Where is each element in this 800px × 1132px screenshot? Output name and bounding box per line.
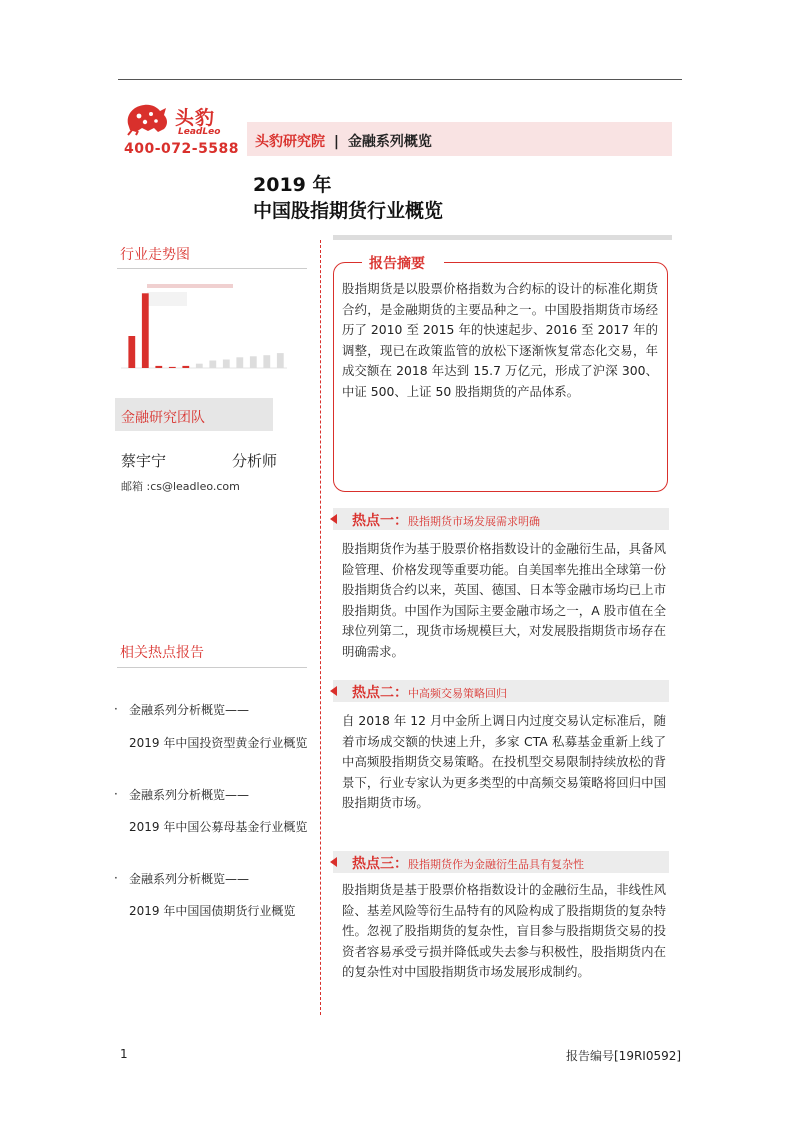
column-divider	[320, 240, 321, 1015]
related-report-1-series[interactable]: 金融系列分析概览——	[129, 788, 250, 802]
chart-bar	[236, 357, 243, 368]
summary-text: 股指期货是以股票价格指数为合约标的设计的标准化期货合约，是金融期货的主要品种之一。中国股指期货市场经历了 2010 至 2015 年的快速起步、2016 至 2017 年的调整，现已在政策监管的放松下逐渐恢复常态化交易，年成交额在 2018 年达到 15.7 万亿元，形成了沪深 300、中证 500、上证 50 股指期货的产品体系。	[342, 281, 658, 399]
related-report-2-title[interactable]: 2019 年中国国债期货行业概览	[129, 904, 296, 918]
header-gray-bar	[333, 235, 672, 240]
related-reports-title: 相关热点报告	[120, 645, 204, 661]
summary-label: 报告摘要	[369, 256, 425, 272]
banner-org: 头豹研究院	[255, 134, 325, 150]
chart-bar	[128, 336, 135, 368]
hotpoint-1-title	[352, 510, 540, 530]
analyst-role: 分析师	[232, 452, 278, 470]
analyst-name: 蔡宇宁	[121, 452, 167, 470]
top-rule	[118, 79, 682, 80]
hotpoint-2-arrow-icon	[330, 686, 337, 696]
related-bullet: ·	[114, 871, 118, 885]
page-number: 1	[120, 1047, 128, 1061]
banner-series: 金融系列概览	[347, 134, 432, 150]
team-section-title: 金融研究团队	[121, 410, 205, 426]
trend-section-rule	[117, 268, 307, 269]
related-report-0-series[interactable]: 金融系列分析概览——	[129, 703, 250, 717]
related-bullet: ·	[114, 702, 118, 716]
hotpoint-2-subtitle: 中高频交易策略回归	[408, 687, 507, 700]
chart-bar	[250, 356, 257, 368]
hotpoint-1-arrow-icon	[330, 514, 337, 524]
industry-trend-chart	[117, 280, 289, 372]
hotpoint-2-label: 热点二：	[352, 685, 408, 701]
related-report-2-series[interactable]: 金融系列分析概览——	[129, 872, 250, 886]
hotpoint-2-title	[352, 682, 507, 702]
chart-legend-placeholder	[147, 292, 187, 306]
leopard-logo-icon	[124, 100, 170, 136]
hotpoint-2-text: 自 2018 年 12 月中金所上调日内过度交易认定标准后，随着市场成交额的快速上升，多家 CTA 私募基金重新上线了中高频股指期货交易策略。在投机型交易限制持续放松的背景下，行业专家认为更多类型的中高频交易策略将回归中国股指期货市场。	[342, 713, 666, 811]
hotpoint-3-title	[352, 853, 584, 873]
report-title-year: 2019 年	[253, 174, 332, 196]
chart-bar	[209, 361, 216, 369]
chart-bar	[223, 360, 230, 369]
chart-bar	[142, 293, 149, 368]
brand-name-cn: 头豹	[175, 107, 216, 129]
report-number: 报告编号[19RI0592]	[566, 1049, 682, 1063]
trend-section-title: 行业走势图	[120, 247, 190, 263]
hotpoint-1-label: 热点一：	[352, 513, 408, 529]
series-banner-text	[255, 131, 432, 151]
chart-bar	[169, 367, 176, 368]
chart-title-placeholder	[147, 284, 233, 288]
hotpoint-3-text: 股指期货是基于股票价格指数设计的金融衍生品，非线性风险、基差风险等衍生品特有的风险构成了股指期货的复杂特性。忽视了股指期货的复杂性，盲目参与股指期货交易的投资者容易承受亏损并降低或失去参与积极性，股指期货内在的复杂性对中国股指期货市场发展形成制约。	[342, 882, 666, 980]
report-title: 中国股指期货行业概览	[253, 200, 444, 222]
chart-bar	[263, 355, 270, 368]
hotpoint-3-subtitle: 股指期货作为金融衍生品具有复杂性	[408, 858, 584, 871]
hotpoint-3-arrow-icon	[330, 857, 337, 867]
chart-bar	[182, 366, 189, 368]
banner-separator: |	[333, 134, 339, 150]
chart-bar	[155, 366, 162, 368]
related-bullet: ·	[114, 787, 118, 801]
analyst-email[interactable]: 邮箱 :cs@leadleo.com	[121, 480, 240, 493]
brand-name-en: LeadLeo	[178, 127, 221, 137]
chart-bar	[196, 364, 203, 368]
brand-phone: 400-072-5588	[124, 141, 240, 157]
hotpoint-1-subtitle: 股指期货市场发展需求明确	[408, 515, 540, 528]
hotpoint-3-label: 热点三：	[352, 856, 408, 872]
hotpoint-1-text: 股指期货作为基于股票价格指数设计的金融衍生品，具备风险管理、价格发现等重要功能。自美国率先推出全球第一份股指期货合约以来，英国、德国、日本等金融市场均已上市股指期货。中国作为国际主要金融市场之一，A 股市值在全球位列第二，现货市场规模巨大，对发展股指期货市场存在明确需求。	[342, 541, 666, 659]
related-report-0-title[interactable]: 2019 年中国投资型黄金行业概览	[129, 736, 308, 750]
related-report-1-title[interactable]: 2019 年中国公募母基金行业概览	[129, 820, 308, 834]
related-reports-rule	[117, 667, 307, 668]
chart-bar	[277, 353, 284, 368]
